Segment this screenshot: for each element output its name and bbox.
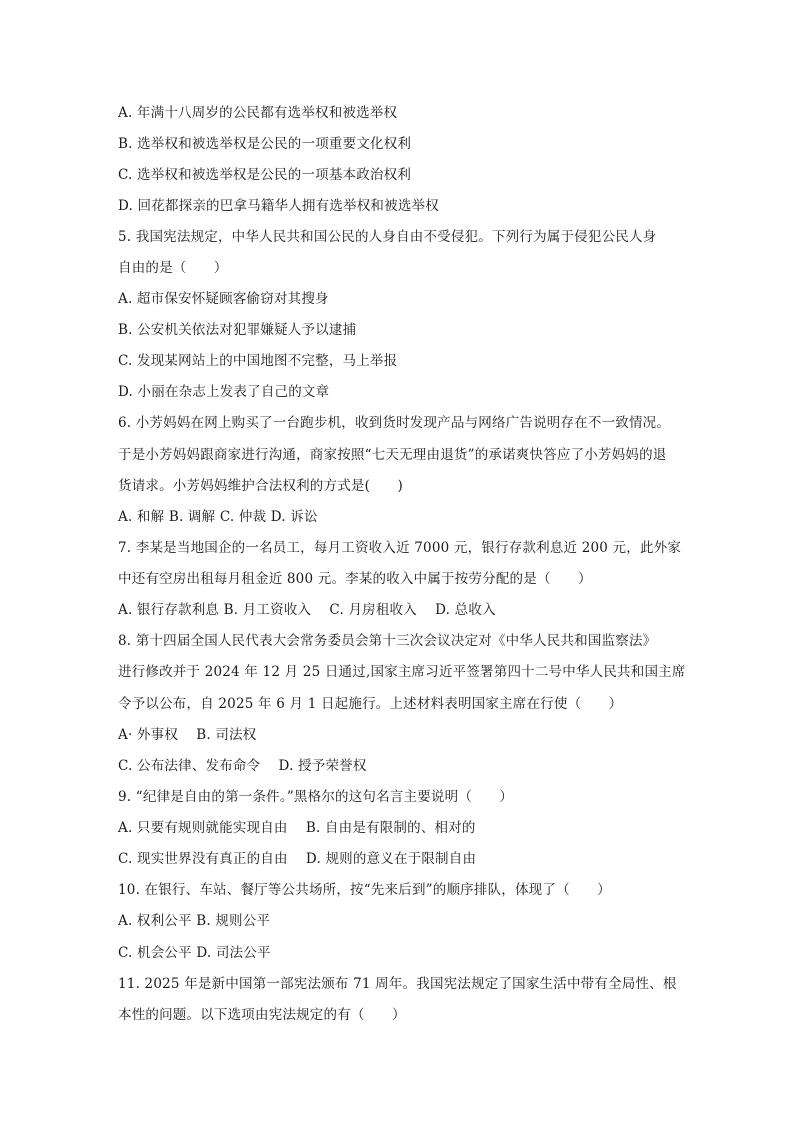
question-7-stem: 中还有空房出租每月租金近 800 元。李某的收入中属于按劳分配的是（ ）: [118, 571, 592, 587]
option-line: C. 机会公平 D. 司法公平: [118, 945, 271, 961]
option-line: A. 超市保安怀疑顾客偷窃对其搜身: [118, 291, 329, 307]
option-line: A· 外事权 B. 司法权: [118, 727, 257, 743]
option-line: D. 回花都探亲的巴拿马籍华人拥有选举权和被选举权: [118, 198, 439, 214]
option-line: A. 只要有规则就能实现自由 B. 自由是有限制的、相对的: [118, 820, 476, 836]
question-5-stem: 5. 我国宪法规定，中华人民共和国公民的人身自由不受侵犯。下列行为属于侵犯公民人身: [118, 229, 657, 245]
question-8-stem: 进行修改并于 2024 年 12 月 25 日通过,国家主席习近平签署第四十二号中华人民共和国主席: [118, 664, 686, 680]
question-9-stem: 9. “纪律是自由的第一条件。”黑格尔的这句名言主要说明（ ）: [118, 789, 514, 805]
option-line: B. 公安机关依法对犯罪嫌疑人予以逮捕: [118, 322, 357, 338]
option-line: A. 年满十八周岁的公民都有选举权和被选举权: [118, 105, 398, 121]
question-5-stem: 自由的是（ ）: [118, 260, 228, 276]
option-line: A. 和解 B. 调解 C. 仲裁 D. 诉讼: [118, 509, 318, 525]
question-8-stem: 令予以公布，自 2025 年 6 月 1 日起施行。上述材料表明国家主席在行使（ ）: [118, 696, 623, 712]
option-line: C. 公布法律、发布命令 D. 授予荣誉权: [118, 758, 367, 774]
question-7-stem: 7. 李某是当地国企的一名员工，每月工资收入近 7000 元，银行存款利息近 200 元，此外家: [118, 540, 682, 556]
question-6-stem: 6. 小芳妈妈在网上购买了一台跑步机，收到货时发现产品与网络广告说明存在不一致情况。: [118, 415, 671, 431]
question-10-stem: 10. 在银行、车站、餐厅等公共场所，按“先来后到”的顺序排队，体现了（ ）: [118, 882, 611, 898]
question-11-stem: 11. 2025 年是新中国第一部宪法颁布 71 周年。我国宪法规定了国家生活中带有全局性、根: [118, 976, 677, 992]
option-line: B. 选举权和被选举权是公民的一项重要文化权利: [118, 136, 412, 152]
option-line: C. 现实世界没有真正的自由 D. 规则的意义在于限制自由: [118, 851, 477, 867]
option-line: A. 权利公平 B. 规则公平: [118, 913, 271, 929]
option-line: C. 发现某网站上的中国地图不完整，马上举报: [118, 353, 398, 369]
question-6-stem: 货请求。小芳妈妈维护合法权利的方式是( ): [118, 478, 403, 494]
option-line: D. 小丽在杂志上发表了自己的文章: [118, 384, 330, 400]
question-6-stem: 于是小芳妈妈跟商家进行沟通，商家按照“七天无理由退货”的承诺爽快答应了小芳妈妈的退: [118, 447, 667, 463]
option-line: C. 选举权和被选举权是公民的一项基本政治权利: [118, 167, 412, 183]
option-line: A. 银行存款利息 B. 月工资收入 C. 月房租收入 D. 总收入: [118, 602, 496, 618]
question-8-stem: 8. 第十四届全国人民代表大会常务委员会第十三次会议决定对《中华人民共和国监察法》: [118, 633, 657, 649]
question-11-stem: 本性的问题。以下选项由宪法规定的有（ ）: [118, 1007, 406, 1023]
